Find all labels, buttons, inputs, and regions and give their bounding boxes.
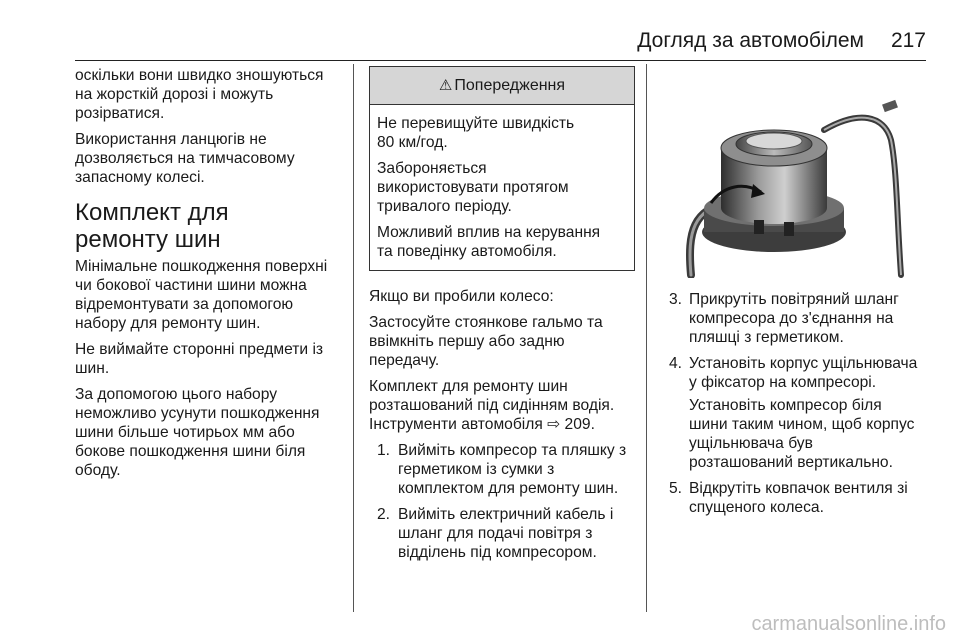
header-title: Догляд за автомобілем <box>637 29 864 52</box>
chains-paragraph: Використання ланцюгів не дозволяється на тимчасовому запасному колесі. <box>75 131 295 186</box>
steps-list <box>669 290 931 517</box>
compressor-illustration <box>669 70 931 278</box>
warning-header <box>370 67 634 105</box>
column-divider <box>353 64 354 612</box>
list-item: 3. Прикрутіть повітряний шланг компресора до з'єднання на пляшці з герметиком. <box>669 291 899 346</box>
brake-paragraph: Застосуйте стоянкове гальмо та ввімкніть першу або задню передачу. <box>369 314 603 369</box>
warning-box <box>369 66 635 271</box>
foreign-objects-paragraph: Не виймайте сторонні предмети із шин. <box>75 341 324 377</box>
page-header <box>75 22 926 62</box>
watermark: carmanualsonline.info <box>751 613 946 635</box>
list-item: 4. Установіть корпус ущільнювача у фіксатор на компресорі. Установіть компресор біля шини таким чином, щоб корпус ущільнювача був розташований вертикально. <box>669 355 918 471</box>
column-middle <box>369 66 635 569</box>
steps-list <box>369 441 635 562</box>
warning-title: Попередження <box>454 77 566 94</box>
limitation-paragraph: За допомогою цього набору неможливо усунути пошкодження шини більше чотирьох мм або бокове пошкодження шини біля ободу. <box>75 386 320 479</box>
column-divider <box>646 64 647 612</box>
tools-link[interactable]: Інструменти автомобіля ⇨ 209. <box>369 416 595 433</box>
page-number: 217 <box>890 29 926 52</box>
list-item: 2. Вийміть електричний кабель і шланг для подачі повітря з відділень під компресором. <box>377 506 614 561</box>
kit-location-paragraph: Комплект для ремонту шин розташований під сидінням водія. Інструменти автомобіля ⇨ 209. <box>369 378 615 433</box>
list-item: 1. Вийміть компресор та пляшку з герметиком із сумки з комплектом для ремонту шин. <box>377 442 627 497</box>
intro-paragraph: оскільки вони швидко зношуються на жорсткій дорозі і можуть розірватися. <box>75 67 324 122</box>
warning-triangle-icon: ⚠ <box>438 77 453 94</box>
list-item: 5. Відкрутіть ковпачок вентиля зі спущеного колеса. <box>669 480 908 516</box>
header-rule <box>75 60 926 61</box>
warning-body: Не перевищуйте швидкість 80 км/год. Забороняється використовувати протягом тривалого періоду. Можливий вплив на керування та поведінку автомобіля. <box>377 115 601 260</box>
repair-paragraph: Мінімальне пошкодження поверхні чи бокової частини шини можна відремонтувати за допомогою набору для ремонту шин. <box>75 258 328 332</box>
column-right <box>669 290 931 524</box>
puncture-paragraph: Якщо ви пробили колесо: <box>369 288 554 305</box>
section-title: Комплект для ремонту шин <box>75 199 229 253</box>
reference-arrow-icon: ⇨ <box>547 416 561 433</box>
column-left <box>75 66 345 487</box>
